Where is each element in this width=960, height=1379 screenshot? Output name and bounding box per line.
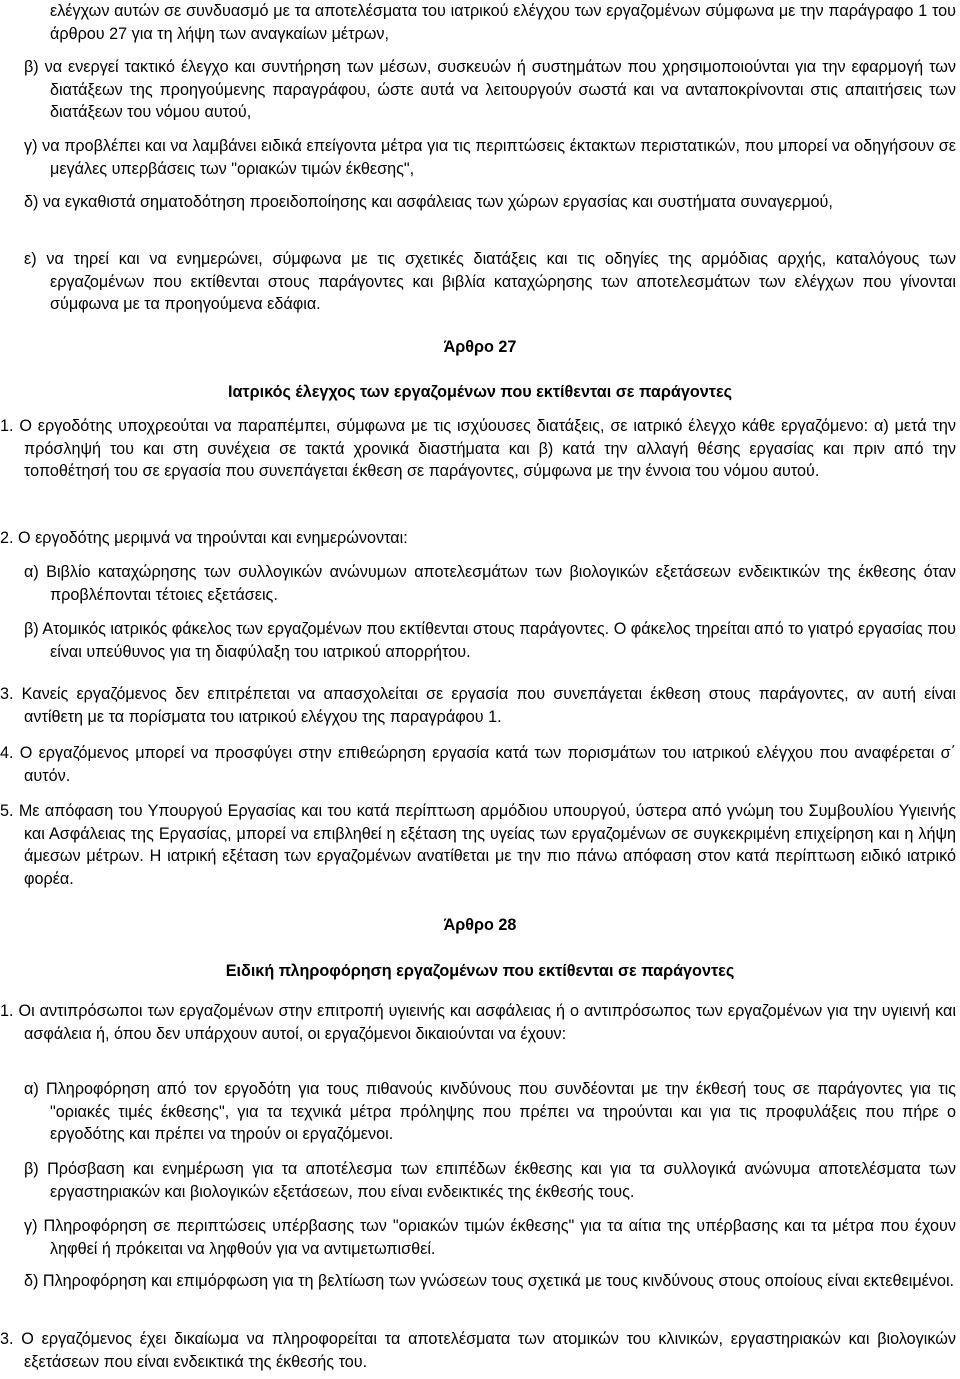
article-27-paragraph-2a: α) Βιβλίο καταχώρησης των συλλογικών ανώνυμων αποτελεσμάτων των βιολογικών εξετάσεων ενδεικτικών της έκθεσης όταν προβλέπονται τέτοιες εξετάσεις. — [24, 563, 956, 604]
article-28-title: Άρθρο 28 — [443, 916, 517, 934]
article-28-paragraph-1c: γ) Πληροφόρηση σε περιπτώσεις υπέρβασης των "οριακών τιμών έκθεσης" για τα αίτια της υπέρβασης και τα μέτρα που έχουν ληφθεί ή πρόκειται να ληφθούν για να αντιμετωπισθεί. — [24, 1217, 956, 1258]
article-27-title: Άρθρο 27 — [443, 338, 517, 356]
article-27-paragraph-2: 2. Ο εργοδότης μεριμνά να τηρούνται και ενημερώνονται: — [0, 529, 408, 547]
list-item-b: β) να ενεργεί τακτικό έλεγχο και συντήρηση των μέσων, συσκευών ή συστημάτων που χρησιμοποιούνται για την εφαρμογή των διατάξεων της προηγούμενης παραγράφου, ώστε αυτά να λειτουργούν σωστά και να ανταποκρίνονται στις απαιτήσεις των διατάξεων του νόμου αυτού, — [24, 58, 956, 122]
article-27-subtitle: Ιατρικός έλεγχος των εργαζομένων που εκτίθενται σε παράγοντες — [227, 383, 733, 401]
continuation-paragraph: ελέγχων αυτών σε συνδυασμό με τα αποτελέσματα του ιατρικού ελέγχου των εργαζομένων σύμφωνα με την παράγραφο 1 του άρθρου 27 για τη λήψη των αναγκαίων μέτρων, — [50, 2, 956, 43]
article-27-paragraph-5: 5. Με απόφαση του Υπουργού Εργασίας και του κατά περίπτωση αρμόδιου υπουργού, ύστερα από γνώμη του Συμβουλίου Υγιεινής και Ασφάλειας της Εργασίας, μπορεί να επιβληθεί η εξέταση της υγείας των εργαζομένων σε συγκεκριμένη επιχείρηση και η λήψη άμεσων μέτρων. Η ιατρική εξέταση των εργαζομένων ανατίθεται με την πιο πάνω απόφαση στον κατά περίπτωση ειδικό ιατρικό φορέα. — [0, 802, 956, 888]
article-28-paragraph-3: 3. Ο εργαζόμενος έχει δικαίωμα να πληροφορείται τα αποτελέσματα των ατομικών του κλινικών, εργαστηριακών και βιολογικών εξετάσεων που είναι ενδεικτικά της έκθεσής του. — [0, 1330, 956, 1371]
article-27-paragraph-1: 1. Ο εργοδότης υποχρεούται να παραπέμπει, σύμφωνα με τις ισχύουσες διατάξεις, σε ιατρικό έλεγχο κάθε εργαζόμενο: α) μετά την πρόσληψή του και στη συνέχεια σε τακτά χρονικά διαστήματα και β) κατά την αλλαγή θέσης εργασίας και πριν από την τοποθέτησή του σε εργασία που συνεπάγεται έκθεση σε παράγοντες, σύμφωνα με την έννοια του νόμου αυτού. — [0, 417, 956, 481]
list-item-e: ε) να τηρεί και να ενημερώνει, σύμφωνα με τις σχετικές διατάξεις και τις οδηγίες της αρμόδιας αρχής, καταλόγους των εργαζομένων που εκτίθενται στους παράγοντες και βιβλία καταχώρησης των αποτελεσμάτων των ελέγχων που γίνονται σύμφωνα με τα προηγούμενα εδάφια. — [24, 250, 956, 314]
article-28-subtitle: Ειδική πληροφόρηση εργαζομένων που εκτίθενται σε παράγοντες — [225, 962, 735, 980]
article-27-paragraph-2b: β) Ατομικός ιατρικός φάκελος των εργαζομένων που εκτίθενται στους παράγοντες. Ο φάκελος τηρείται από το γιατρό εργασίας που είναι υπεύθυνος για τη διαφύλαξη του ιατρικού απορρήτου. — [24, 620, 956, 661]
article-28-paragraph-1d: δ) Πληροφόρηση και επιμόρφωση για τη βελτίωση των γνώσεων τους σχετικά με τους κινδύνους στους οποίους είναι εκτεθειμένοι. — [24, 1272, 955, 1290]
article-27-paragraph-4: 4. Ο εργαζόμενος μπορεί να προσφύγει στην επιθεώρηση εργασία κατά των πορισμάτων του ιατρικού ελέγχου που αναφέρεται σ΄ αυτόν. — [0, 744, 956, 785]
list-item-d: δ) να εγκαθιστά σηματοδότηση προειδοποίησης και ασφάλειας των χώρων εργασίας και συστήματα συναγερμού, — [24, 193, 833, 211]
article-28-paragraph-1a: α) Πληροφόρηση από τον εργοδότη για τους πιθανούς κινδύνους που συνδέονται με την έκθεσή τους σε παράγοντες για τις "οριακές τιμές έκθεσης", για τα τεχνικά μέτρα πρόληψης που πρέπει να τηρούνται και για τις προφυλάξεις που πήρε ο εργοδότης και πρέπει να τηρούν οι εργαζόμενοι. — [24, 1080, 956, 1144]
list-item-c: γ) να προβλέπει και να λαμβάνει ειδικά επείγοντα μέτρα για τις περιπτώσεις έκτακτων περιστατικών, που μπορεί να οδηγήσουν σε μεγάλες υπερβάσεις των "οριακών τιμών έκθεσης", — [24, 137, 956, 178]
article-28-paragraph-1b: β) Πρόσβαση και ενημέρωση για τα αποτέλεσμα των επιπέδων έκθεσης και για τα συλλογικά ανώνυμα αποτελέσματα των εργαστηριακών και βιολογικών εξετάσεων, που είναι ενδεικτικές της έκθεσής τους. — [24, 1160, 956, 1201]
article-28-paragraph-1: 1. Οι αντιπρόσωποι των εργαζομένων στην επιτροπή υγιεινής και ασφάλειας ή ο αντιπρόσωπος των εργαζομένων για την υγιεινή και ασφάλεια ή, όπου δεν υπάρχουν αυτοί, οι εργαζόμενοι δικαιούνται να έχουν: — [0, 1002, 956, 1043]
article-27-paragraph-3: 3. Κανείς εργαζόμενος δεν επιτρέπεται να απασχολείται σε εργασία που συνεπάγεται έκθεση στους παράγοντες, αν αυτή είναι αντίθετη με τα πορίσματα του ιατρικού ελέγχου της παραγράφου 1. — [0, 685, 956, 726]
